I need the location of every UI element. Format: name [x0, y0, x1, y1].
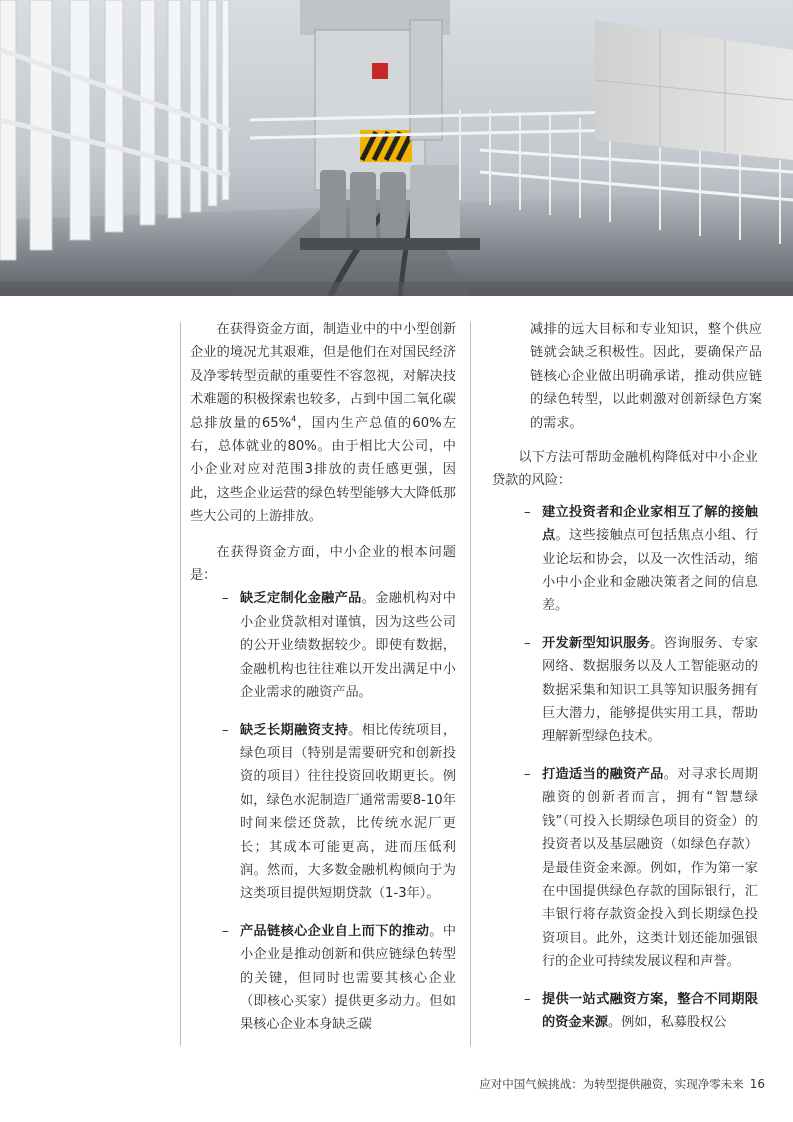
right-column	[530, 318, 762, 435]
list-item	[190, 587, 456, 704]
bullet-text: 。咨询服务、专家网络、数据服务以及人工智能驱动的数据采集和知识工具等知识服务拥有巨大潜力，能够提供实用工具，帮助理解新型绿色技术。	[542, 635, 759, 745]
left-paragraph-2: 在获得资金方面，中小企业的根本问题是：	[190, 544, 456, 584]
bullet-heading: 缺乏长期融资支持	[240, 722, 349, 738]
bullet-heading: 缺乏定制化金融产品	[240, 591, 362, 607]
right-paragraph-continued: 减排的远大目标和专业知识，整个供应链就会缺乏积极性。因此，要确保产品链核心企业做出明确承诺，推动供应链的绿色转型，以此刺激对创新绿色方案的需求。	[530, 322, 762, 431]
bullet-heading: 打造适当的融资产品	[542, 766, 664, 782]
left-paragraph-1-text-a: 在获得资金方面，制造业中的中小型创新企业的境况尤其艰难，但是他们在对国民经济及净零转型贡献的重要性不容忽视，对解决技术难题的积极探索也较多，占到中国二氧化碳总排放量的65%	[190, 322, 456, 431]
left-paragraph-1-text-b: ，国内生产总值的60%左右，总体就业的80%。由于相比大公司，中小企业对应对范围3排放的责任感更强，因此，这些企业运营的绿色转型能够大大降低那些大公司的上游排放。	[190, 415, 457, 525]
right-paragraph-intro: 以下方法可帮助金融机构降低对中小企业贷款的风险：	[492, 450, 758, 489]
list-item	[190, 920, 456, 1037]
bullet-text: 。中小企业是推动创新和供应链绿色转型的关键，但同时也需要其核心企业（即核心买家）提供更多动力。但如果核心企业本身缺乏碳	[240, 923, 457, 1033]
left-paragraph-1	[190, 318, 456, 529]
list-item	[492, 988, 758, 1035]
bullet-heading: 开发新型知识服务	[542, 635, 651, 651]
hero-photo	[0, 0, 793, 296]
bullet-text: 。相比传统项目，绿色项目（特别是需要研究和创新投资的项目）往往投资回收期更长。例如，绿色水泥制造厂通常需要8-10年时间来偿还贷款，比传统水泥厂更长；其成本可能更高，进而压低利润。然而，大多数金融机构倾向于为这类项目提供短期贷款（1-3年）。	[240, 722, 457, 902]
footer-title: 应对中国气候挑战：为转型提供融资，实现净零未来	[479, 1077, 744, 1091]
list-item	[492, 632, 758, 749]
list-item	[492, 501, 758, 618]
page-number: 16	[749, 1077, 765, 1091]
right-bullet-list	[492, 501, 758, 1035]
left-bullet-list	[190, 587, 456, 1036]
right-column-main	[492, 446, 758, 1048]
page-footer	[479, 1076, 765, 1092]
bullet-heading: 建立投资者和企业家相互了解的接触点	[542, 504, 758, 544]
bullet-text: 。金融机构对中小企业贷款相对谨慎，因为这些公司的公开业绩数据较少。即使有数据，金融机构也往往难以开发出满足中小企业需求的融资产品。	[240, 591, 456, 701]
right-column-rule	[470, 322, 471, 1046]
bullet-heading: 产品链核心企业自上而下的推动	[240, 923, 430, 939]
footnote-ref: 4	[291, 414, 297, 424]
left-column	[190, 318, 456, 1051]
list-item	[492, 763, 758, 974]
bullet-text: 。例如，私募股权公	[607, 1014, 727, 1030]
left-column-rule	[180, 322, 181, 1046]
list-item	[190, 719, 456, 906]
bullet-heading: 提供一站式融资方案，整合不同期限的资金来源	[542, 991, 758, 1030]
bullet-text: 。这些接触点可包括焦点小组、行业论坛和协会，以及一次性活动，缩小中小企业和金融决策者之间的信息差。	[542, 528, 759, 614]
bullet-text: 。对寻求长周期融资的创新者而言，拥有“智慧绿钱”（可投入长期绿色项目的资金）的投资者以及基层融资（如绿色存款）是最佳资金来源。例如，作为第一家在中国提供绿色存款的国际银行，汇丰银行将存款资金投入到长期绿色投资项目。此外，这类计划还能加强银行的企业可持续发展议程和声誉。	[542, 766, 758, 970]
factory-photo-icon	[0, 0, 793, 296]
